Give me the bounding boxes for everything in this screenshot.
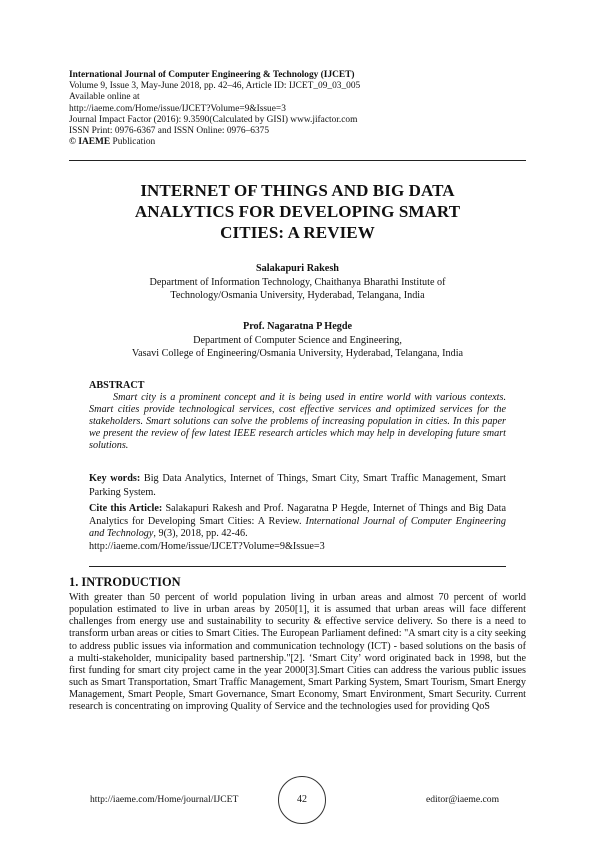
author-affiliation: Department of Information Technology, Chaithanya Bharathi Institute of [149, 276, 446, 288]
available-online-label: Available online at [69, 92, 140, 103]
keywords-block [89, 472, 506, 499]
page-number-badge: 42 [278, 776, 326, 824]
issn-line: ISSN Print: 0976-6367 and ISSN Online: 0976–6375 [69, 126, 270, 137]
title-line-3: CITIES: A REVIEW [220, 223, 375, 242]
footer-journal-link[interactable]: http://iaeme.com/Home/journal/IJCET [90, 794, 239, 805]
title-line-1: INTERNET OF THINGS AND BIG DATA [140, 181, 455, 200]
abstract-divider [89, 566, 506, 567]
footer-email-link[interactable]: editor@iaeme.com [426, 794, 500, 805]
publisher-line [69, 137, 526, 148]
author-affiliation: Department of Computer Science and Engineering, [193, 334, 402, 346]
issue-url-link[interactable]: http://iaeme.com/Home/issue/IJCET?Volume=9&Issue=3 [69, 103, 286, 114]
citation-label: Cite this Article: [89, 503, 163, 514]
author-block-2 [69, 320, 526, 361]
citation-text: Salakapuri Rakesh and Prof. Nagaratna P Hegde, Internet of Things and Big Data Analytics for Developing Smart Cities: A Review. [89, 503, 506, 527]
author-block-1 [69, 262, 526, 303]
abstract-heading: ABSTRACT [89, 380, 145, 391]
volume-line: Volume 9, Issue 3, May-June 2018, pp. 42–46, Article ID: IJCET_09_03_005 [69, 81, 361, 92]
page-footer [0, 770, 595, 830]
paper-title [69, 180, 526, 243]
copyright-symbol: © [69, 137, 79, 148]
keywords-text: Big Data Analytics, Internet of Things, Smart City, Smart Traffic Management, Smart Parking System. [89, 473, 506, 498]
introduction-paragraph: With greater than 50 percent of world population living in urban areas and almost 70 percent of world population estimated to live in urban areas by 2050[1], it is assumed that urban areas will face different challenges from energy use and sustainability to security & effective service delivery. So there is a need to transform urban areas or cities to Smart Cities. The European Parliament defined: "A smart city is a city seeking to address public issues via information and communication technology (ICT) - based solutions on the basis of a multi-stakeholder, municipality based partnership."[2]. ‘Smart City’ word originated back in 1998, but the first funding for smart city project came in the year 2000[3].Smart Cities can address the various public issues such as Smart Transportation, Smart Traffic Management, Smart Parking System, Smart Tourism, Smart Energy Management, Smart People, Smart Governance, Smart Economy, Smart Environment, Smart Security. Current research is concentrating on improving Quality of Service and the technologies used for providing QoS [69, 592, 526, 713]
journal-title: International Journal of Computer Engineering & Technology (IJCET) [69, 70, 355, 80]
abstract-section [89, 380, 506, 453]
citation-block [89, 503, 506, 553]
citation-url-link[interactable]: http://iaeme.com/Home/issue/IJCET?Volume=9&Issue=3 [89, 540, 325, 552]
header-divider [69, 160, 526, 161]
author-name: Prof. Nagaratna P Hegde [242, 321, 353, 332]
author-affiliation: Technology/Osmania University, Hyderabad, Telangana, India [170, 290, 425, 301]
impact-factor-line: Journal Impact Factor (2016): 9.3590(Calculated by GISI) www.jifactor.com [69, 114, 358, 125]
author-affiliation: Vasavi College of Engineering/Osmania University, Hyderabad, Telangana, India [131, 348, 464, 359]
section-heading: 1. INTRODUCTION [69, 575, 181, 589]
title-line-2: ANALYTICS FOR DEVELOPING SMART [134, 202, 461, 221]
publisher-suffix: Publication [110, 137, 156, 148]
citation-details: , 9(3), 2018, pp. 42-46. [153, 528, 248, 540]
abstract-text: Smart city is a prominent concept and it is being used in entire world with various contexts. Smart cities provide technological services, cost effective services and optimized services for the stakeholders. Smart solutions can solve the problems of increasing population in cities. In this paper we present the review of few latest IEEE research articles which may help in developing future smart solutions. [89, 392, 506, 452]
publisher-name: IAEME [78, 137, 111, 148]
keywords-label: Key words: [89, 473, 141, 484]
journal-header [69, 70, 526, 148]
citation-journal: International Journal of Computer Engineering and Technology [89, 515, 506, 540]
author-name: Salakapuri Rakesh [256, 263, 339, 274]
